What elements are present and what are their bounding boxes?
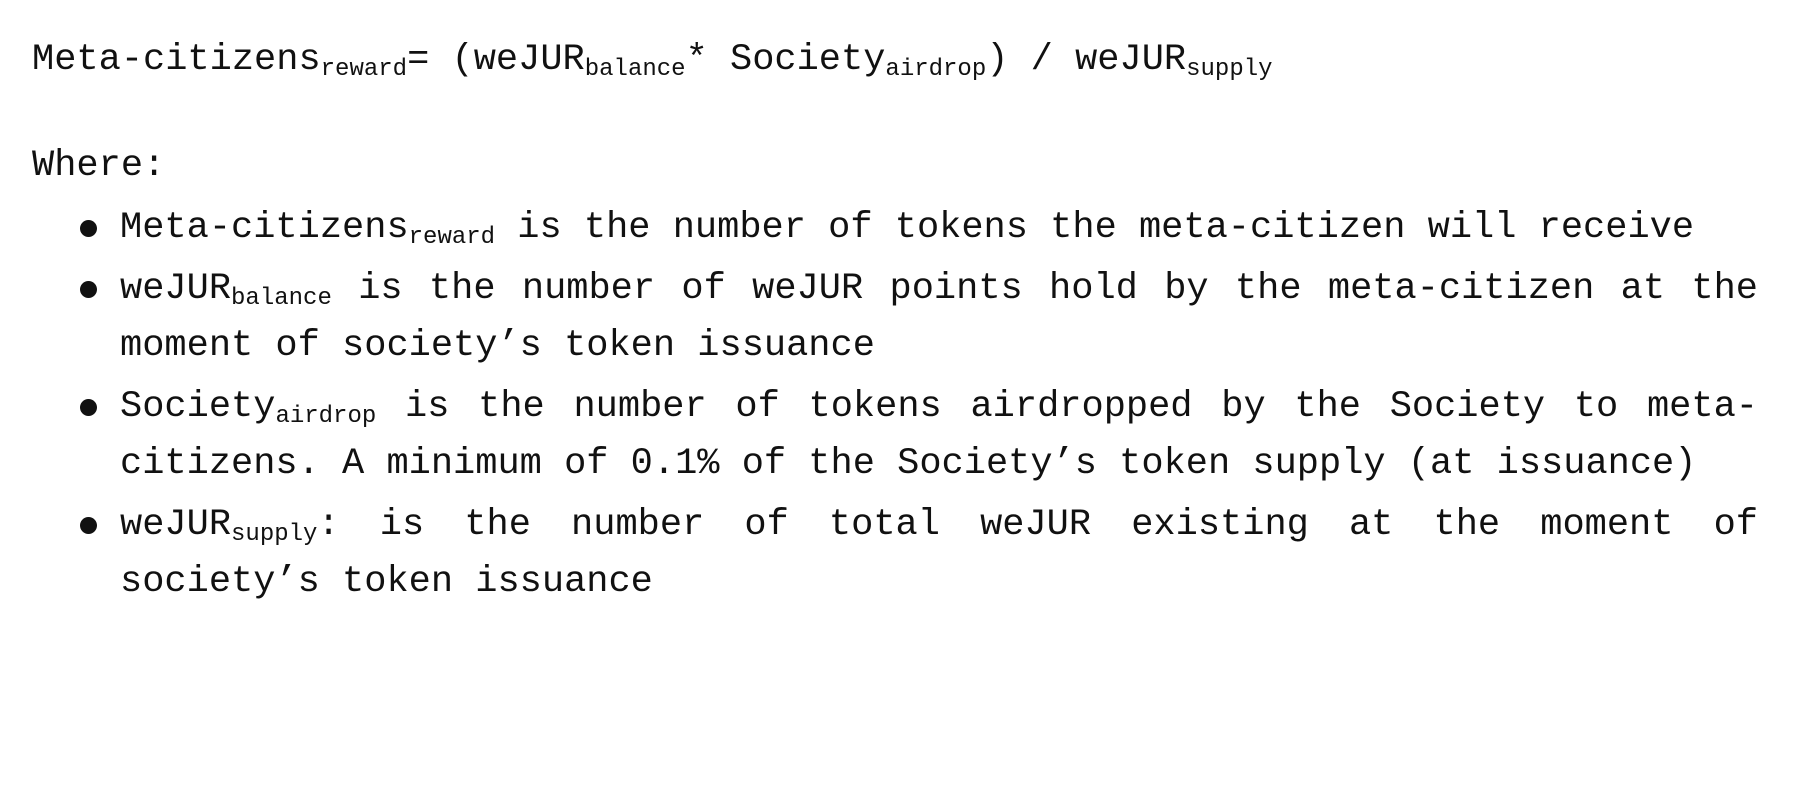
definition-term: Meta-citizens (120, 207, 409, 249)
definition-list (32, 200, 1758, 611)
definition-subscript: balance (231, 285, 332, 312)
definition-term: weJUR (120, 504, 232, 546)
definition-text: is the number of weJUR points hold by the meta-citizen at the moment of society’s token issuance (120, 268, 1758, 367)
definition-subscript: reward (408, 224, 496, 251)
formula-result-subscript: reward (320, 56, 408, 83)
formula-supply-subscript: supply (1186, 56, 1273, 83)
formula-result-term: Meta-citizens (32, 39, 321, 81)
list-item (32, 379, 1758, 493)
bullet-dot-icon (80, 399, 97, 416)
formula-airdrop-subscript: airdrop (885, 56, 987, 83)
list-item (32, 497, 1758, 611)
formula-airdrop-term: Society (729, 39, 886, 81)
where-label: Where: (32, 145, 166, 187)
formula-balance-term: weJUR (473, 39, 585, 81)
document-body (32, 28, 1758, 615)
bullet-dot-icon (80, 220, 97, 237)
reward-formula (32, 28, 1732, 92)
formula-times: * (685, 39, 730, 81)
definition-subscript: supply (231, 521, 318, 548)
bullet-dot-icon (80, 517, 97, 534)
definition-term: Society (120, 386, 276, 428)
definition-text: : is the number of total weJUR existing at the moment of society’s token issuance (120, 504, 1758, 603)
formula-equals-open: = ( (407, 39, 474, 81)
formula-supply-term: weJUR (1075, 39, 1187, 81)
definition-text: is the number of tokens the meta-citizen will receive (495, 207, 1695, 249)
formula-divide: ) / (986, 39, 1076, 81)
list-item (32, 200, 1758, 257)
formula-balance-subscript: balance (584, 56, 686, 83)
definition-subscript: airdrop (275, 403, 377, 430)
bullet-dot-icon (80, 281, 97, 298)
definition-text: is the number of tokens airdropped by the Society to meta-citizens. A minimum of 0.1% of the Society’s token supply (at issuance) (120, 386, 1758, 485)
list-item (32, 261, 1758, 375)
definition-term: weJUR (120, 268, 232, 310)
